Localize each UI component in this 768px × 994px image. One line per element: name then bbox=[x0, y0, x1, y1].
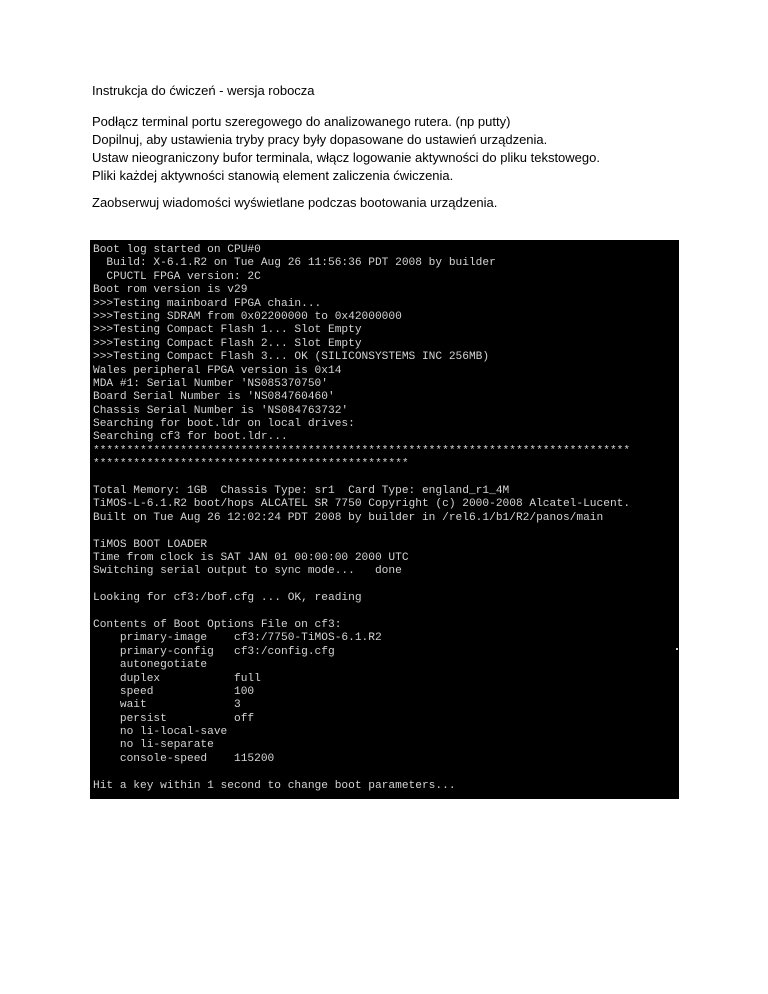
terminal-line: >>>Testing Compact Flash 2... Slot Empty bbox=[93, 337, 362, 350]
terminal-line: *********************************************** bbox=[93, 458, 409, 471]
terminal-line: Total Memory: 1GB Chassis Type: sr1 Card Type: england_r1_4M bbox=[93, 485, 510, 498]
terminal-line: persist off bbox=[93, 712, 255, 725]
terminal-line: Chassis Serial Number is 'NS084763732' bbox=[93, 404, 349, 417]
instruction-line: Ustaw nieograniczony bufor terminala, włącz logowanie aktywności do pliku tekstowego. bbox=[92, 150, 600, 165]
document-title: Instrukcja do ćwiczeń - wersja robocza bbox=[92, 83, 315, 98]
terminal-line: console-speed 115200 bbox=[93, 752, 275, 765]
terminal-line: >>>Testing Compact Flash 1... Slot Empty bbox=[93, 324, 362, 337]
terminal-line: Searching for boot.ldr on local drives: bbox=[93, 418, 355, 431]
terminal-screenshot bbox=[90, 240, 679, 799]
terminal-line: Switching serial output to sync mode... done bbox=[93, 565, 402, 578]
terminal-line: CPUCTL FPGA version: 2C bbox=[93, 270, 261, 283]
terminal-line: Searching cf3 for boot.ldr... bbox=[93, 431, 288, 444]
terminal-line: Built on Tue Aug 26 12:02:24 PDT 2008 by builder in /rel6.1/b1/R2/panos/main bbox=[93, 511, 604, 524]
terminal-line: speed 100 bbox=[93, 685, 255, 698]
terminal-line: primary-config cf3:/config.cfg bbox=[93, 645, 335, 658]
terminal-line: MDA #1: Serial Number 'NS085370750' bbox=[93, 377, 328, 390]
instruction-line: Dopilnuj, aby ustawienia tryby pracy były dopasowane do ustawień urządzenia. bbox=[92, 132, 548, 147]
terminal-line: no li-local-save bbox=[93, 726, 228, 739]
terminal-line: TiMOS BOOT LOADER bbox=[93, 538, 208, 551]
instruction-line: Podłącz terminal portu szeregowego do analizowanego rutera. (np putty) bbox=[92, 114, 511, 129]
terminal-line: ******************************************************************************** bbox=[93, 444, 631, 457]
terminal-line: Build: X-6.1.R2 on Tue Aug 26 11:56:36 PDT 2008 by builder bbox=[93, 257, 496, 270]
terminal-line: Boot rom version is v29 bbox=[93, 284, 248, 297]
terminal-line: >>>Testing Compact Flash 3... OK (SILICONSYSTEMS INC 256MB) bbox=[93, 351, 490, 364]
terminal-line: duplex full bbox=[93, 672, 261, 685]
terminal-line: primary-image cf3:/7750-TiMOS-6.1.R2 bbox=[93, 632, 382, 645]
terminal-line: Hit a key within 1 second to change boot parameters... bbox=[93, 779, 456, 792]
terminal-line bbox=[93, 525, 630, 538]
terminal-line: no li-separate bbox=[93, 739, 214, 752]
instruction-line: Pliki każdej aktywności stanowią element zaliczenia ćwiczenia. bbox=[92, 168, 454, 183]
terminal-line: wait 3 bbox=[93, 699, 241, 712]
terminal-line: Time from clock is SAT JAN 01 00:00:00 2000 UTC bbox=[93, 551, 409, 564]
instruction-list bbox=[92, 113, 600, 185]
terminal-line: TiMOS-L-6.1.R2 boot/hops ALCATEL SR 7750 Copyright (c) 2000-2008 Alcatel-Lucent. bbox=[93, 498, 631, 511]
terminal-cursor-mark bbox=[676, 648, 678, 650]
observe-instruction: Zaobserwuj wiadomości wyświetlane podczas bootowania urządzenia. bbox=[92, 195, 498, 210]
terminal-line: Boot log started on CPU#0 bbox=[93, 244, 261, 256]
terminal-line bbox=[93, 472, 630, 485]
terminal-line: >>>Testing SDRAM from 0x02200000 to 0x42000000 bbox=[93, 310, 402, 323]
terminal-output bbox=[93, 244, 630, 793]
terminal-line: Board Serial Number is 'NS084760460' bbox=[93, 391, 335, 404]
terminal-line: Wales peripheral FPGA version is 0x14 bbox=[93, 364, 342, 377]
terminal-line bbox=[93, 579, 630, 592]
terminal-line: autonegotiate bbox=[93, 659, 208, 672]
terminal-line: >>>Testing mainboard FPGA chain... bbox=[93, 297, 322, 310]
terminal-line bbox=[93, 766, 630, 779]
terminal-line: Looking for cf3:/bof.cfg ... OK, reading bbox=[93, 592, 362, 605]
terminal-line: Contents of Boot Options File on cf3: bbox=[93, 618, 342, 631]
terminal-line bbox=[93, 606, 630, 619]
